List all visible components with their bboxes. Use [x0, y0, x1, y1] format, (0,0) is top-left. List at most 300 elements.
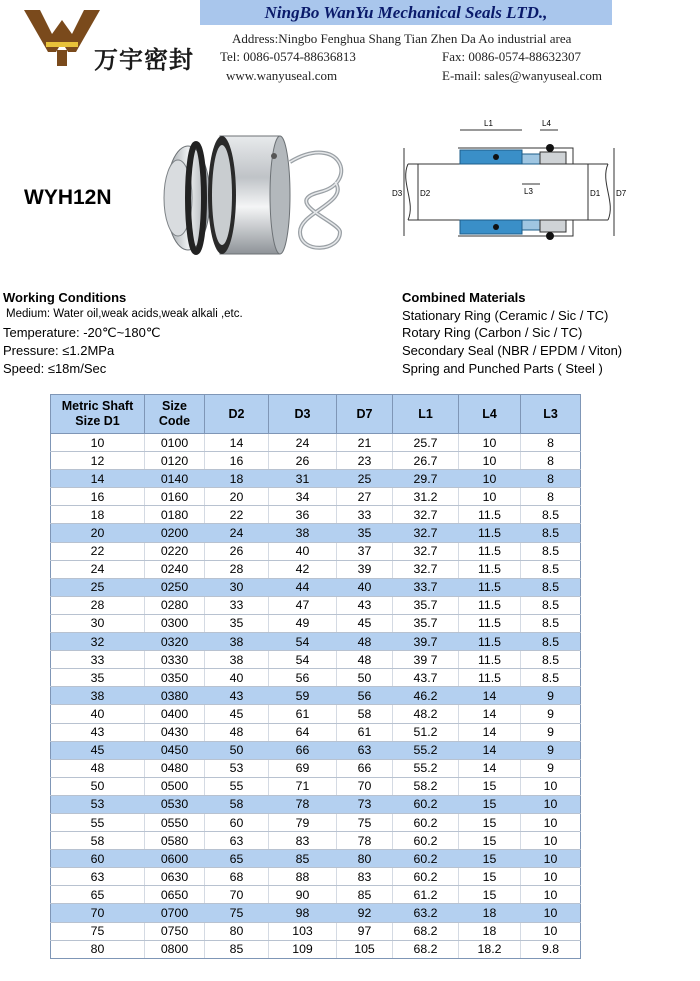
- table-cell: 14: [459, 741, 521, 759]
- table-row: [51, 850, 581, 868]
- table-cell: 22: [51, 542, 145, 560]
- drawing-label-d7: D7: [616, 189, 627, 198]
- table-row: [51, 488, 581, 506]
- table-cell: 10: [459, 488, 521, 506]
- table-cell: 8.5: [521, 542, 581, 560]
- table-cell: 68.2: [393, 922, 459, 940]
- table-cell: 10: [521, 850, 581, 868]
- table-cell: 56: [269, 669, 337, 687]
- table-cell: 10: [521, 813, 581, 831]
- table-cell: 58: [205, 795, 269, 813]
- table-cell: 10: [521, 777, 581, 795]
- table-cell: 73: [337, 795, 393, 813]
- table-cell: 8: [521, 434, 581, 452]
- table-cell: 48: [337, 651, 393, 669]
- table-cell: 20: [205, 488, 269, 506]
- company-name: NingBo WanYu Mechanical Seals LTD.,: [264, 2, 548, 22]
- table-cell: 50: [205, 741, 269, 759]
- table-cell: 80: [337, 850, 393, 868]
- table-cell: 18: [205, 470, 269, 488]
- table-cell: 24: [205, 524, 269, 542]
- table-row: [51, 524, 581, 542]
- table-cell: 11.5: [459, 578, 521, 596]
- table-cell: 32.7: [393, 542, 459, 560]
- table-row: [51, 614, 581, 632]
- table-cell: 18: [51, 506, 145, 524]
- table-cell: 92: [337, 904, 393, 922]
- table-cell: 60.2: [393, 868, 459, 886]
- table-cell: 43: [51, 723, 145, 741]
- table-cell: 35: [205, 614, 269, 632]
- table-cell: 47: [269, 596, 337, 614]
- table-cell: 35.7: [393, 614, 459, 632]
- company-address: Address:Ningbo Fenghua Shang Tian Zhen Da Ao industrial area: [232, 31, 572, 46]
- table-cell: 30: [51, 614, 145, 632]
- table-cell: 14: [459, 705, 521, 723]
- header-d3: D3: [269, 395, 337, 434]
- table-cell: 0240: [145, 560, 205, 578]
- table-cell: 0320: [145, 633, 205, 651]
- table-cell: 14: [51, 470, 145, 488]
- table-cell: 8.5: [521, 524, 581, 542]
- table-cell: 78: [337, 832, 393, 850]
- product-model: WYH12N: [24, 186, 112, 209]
- table-cell: 0430: [145, 723, 205, 741]
- table-cell: 8.5: [521, 633, 581, 651]
- table-cell: 10: [521, 795, 581, 813]
- table-cell: 85: [205, 940, 269, 958]
- table-cell: 21: [337, 434, 393, 452]
- table-cell: 53: [205, 759, 269, 777]
- table-cell: 23: [337, 452, 393, 470]
- table-cell: 58: [337, 705, 393, 723]
- header-size-code: Size Code: [145, 395, 205, 434]
- table-cell: 85: [337, 886, 393, 904]
- table-cell: 36: [269, 506, 337, 524]
- table-cell: 10: [51, 434, 145, 452]
- table-cell: 11.5: [459, 506, 521, 524]
- table-cell: 15: [459, 886, 521, 904]
- table-cell: 11.5: [459, 524, 521, 542]
- table-cell: 43: [205, 687, 269, 705]
- table-cell: 26.7: [393, 452, 459, 470]
- table-cell: 20: [51, 524, 145, 542]
- table-cell: 10: [521, 886, 581, 904]
- table-cell: 12: [51, 452, 145, 470]
- table-cell: 0480: [145, 759, 205, 777]
- table-row: [51, 578, 581, 596]
- table-cell: 0220: [145, 542, 205, 560]
- table-cell: 0530: [145, 795, 205, 813]
- table-cell: 8.5: [521, 560, 581, 578]
- drawing-label-l1: L1: [484, 119, 493, 128]
- table-cell: 9: [521, 723, 581, 741]
- table-cell: 11.5: [459, 633, 521, 651]
- company-logo: [24, 8, 204, 74]
- drawing-label-l4: L4: [542, 119, 551, 128]
- table-cell: 0600: [145, 850, 205, 868]
- table-cell: 28: [205, 560, 269, 578]
- table-cell: 10: [459, 470, 521, 488]
- table-row: [51, 795, 581, 813]
- table-row: [51, 940, 581, 958]
- table-cell: 63: [337, 741, 393, 759]
- table-row: [51, 651, 581, 669]
- table-cell: 50: [337, 669, 393, 687]
- material-rotary-ring: Rotary Ring (Carbon / Sic / TC): [402, 325, 583, 340]
- table-cell: 14: [205, 434, 269, 452]
- table-cell: 11.5: [459, 542, 521, 560]
- table-cell: 8: [521, 470, 581, 488]
- table-cell: 39 7: [393, 651, 459, 669]
- table-cell: 0400: [145, 705, 205, 723]
- table-cell: 8.5: [521, 614, 581, 632]
- table-cell: 24: [269, 434, 337, 452]
- table-cell: 66: [337, 759, 393, 777]
- table-cell: 0200: [145, 524, 205, 542]
- table-cell: 64: [269, 723, 337, 741]
- table-cell: 71: [269, 777, 337, 795]
- table-cell: 70: [51, 904, 145, 922]
- table-cell: 63: [51, 868, 145, 886]
- table-cell: 39.7: [393, 633, 459, 651]
- table-cell: 10: [459, 452, 521, 470]
- table-cell: 15: [459, 832, 521, 850]
- table-cell: 38: [205, 633, 269, 651]
- table-cell: 16: [51, 488, 145, 506]
- table-cell: 25: [337, 470, 393, 488]
- logo-w-icon: [24, 8, 100, 66]
- table-cell: 54: [269, 651, 337, 669]
- material-secondary-seal: Secondary Seal (NBR / EPDM / Viton): [402, 343, 623, 358]
- table-cell: 16: [205, 452, 269, 470]
- table-cell: 40: [337, 578, 393, 596]
- table-cell: 56: [337, 687, 393, 705]
- table-cell: 15: [459, 850, 521, 868]
- table-cell: 25.7: [393, 434, 459, 452]
- table-cell: 9.8: [521, 940, 581, 958]
- table-cell: 18: [459, 904, 521, 922]
- table-cell: 0180: [145, 506, 205, 524]
- table-cell: 34: [269, 488, 337, 506]
- table-cell: 8.5: [521, 506, 581, 524]
- table-row: [51, 596, 581, 614]
- table-cell: 18: [459, 922, 521, 940]
- table-cell: 33.7: [393, 578, 459, 596]
- table-cell: 32: [51, 633, 145, 651]
- table-cell: 70: [337, 777, 393, 795]
- table-cell: 75: [205, 904, 269, 922]
- table-cell: 54: [269, 633, 337, 651]
- table-cell: 8.5: [521, 596, 581, 614]
- table-cell: 28: [51, 596, 145, 614]
- table-cell: 60.2: [393, 813, 459, 831]
- table-cell: 0350: [145, 669, 205, 687]
- table-row: [51, 886, 581, 904]
- table-cell: 26: [269, 452, 337, 470]
- table-cell: 15: [459, 777, 521, 795]
- table-cell: 63.2: [393, 904, 459, 922]
- table-row: [51, 506, 581, 524]
- drawing-label-d2: D2: [420, 189, 431, 198]
- table-cell: 0700: [145, 904, 205, 922]
- product-photo: [150, 122, 360, 267]
- table-cell: 70: [205, 886, 269, 904]
- table-cell: 68.2: [393, 940, 459, 958]
- table-cell: 29.7: [393, 470, 459, 488]
- table-cell: 0160: [145, 488, 205, 506]
- table-cell: 8: [521, 452, 581, 470]
- table-cell: 60.2: [393, 850, 459, 868]
- logo-chinese-text: 万宇密封: [94, 46, 194, 74]
- table-cell: 24: [51, 560, 145, 578]
- table-cell: 48: [205, 723, 269, 741]
- table-cell: 8.5: [521, 651, 581, 669]
- table-cell: 10: [521, 922, 581, 940]
- table-cell: 55: [205, 777, 269, 795]
- table-row: [51, 669, 581, 687]
- table-cell: 38: [269, 524, 337, 542]
- table-cell: 58: [51, 832, 145, 850]
- table-cell: 61: [337, 723, 393, 741]
- table-cell: 65: [51, 886, 145, 904]
- table-cell: 0100: [145, 434, 205, 452]
- table-cell: 0750: [145, 922, 205, 940]
- table-cell: 32.7: [393, 506, 459, 524]
- table-cell: 88: [269, 868, 337, 886]
- table-cell: 83: [337, 868, 393, 886]
- table-cell: 45: [337, 614, 393, 632]
- header-shaft-size: Metric Shaft Size D1: [51, 395, 145, 434]
- table-cell: 0650: [145, 886, 205, 904]
- table-cell: 105: [337, 940, 393, 958]
- table-cell: 65: [205, 850, 269, 868]
- table-cell: 0630: [145, 868, 205, 886]
- table-cell: 32.7: [393, 524, 459, 542]
- material-spring-parts: Spring and Punched Parts ( Steel ): [402, 361, 603, 376]
- company-name-banner: [200, 0, 612, 25]
- table-cell: 75: [51, 922, 145, 940]
- material-stationary-ring: Stationary Ring (Ceramic / Sic / TC): [402, 308, 609, 323]
- table-row: [51, 904, 581, 922]
- table-cell: 97: [337, 922, 393, 940]
- table-row: [51, 723, 581, 741]
- table-cell: 58.2: [393, 777, 459, 795]
- dimensions-table: [50, 394, 581, 959]
- table-cell: 8: [521, 488, 581, 506]
- drawing-label-d1: D1: [590, 189, 601, 198]
- table-cell: 109: [269, 940, 337, 958]
- header-l4: L4: [459, 395, 521, 434]
- table-cell: 40: [205, 669, 269, 687]
- table-cell: 66: [269, 741, 337, 759]
- table-cell: 68: [205, 868, 269, 886]
- table-cell: 9: [521, 705, 581, 723]
- table-cell: 15: [459, 813, 521, 831]
- table-cell: 42: [269, 560, 337, 578]
- table-cell: 45: [205, 705, 269, 723]
- table-cell: 43: [337, 596, 393, 614]
- header-l1: L1: [393, 395, 459, 434]
- table-cell: 40: [269, 542, 337, 560]
- technical-drawing: [388, 112, 628, 272]
- table-cell: 46.2: [393, 687, 459, 705]
- table-cell: 10: [521, 904, 581, 922]
- table-cell: 60: [205, 813, 269, 831]
- header-d7: D7: [337, 395, 393, 434]
- table-cell: 10: [521, 868, 581, 886]
- table-cell: 11.5: [459, 669, 521, 687]
- table-cell: 10: [521, 832, 581, 850]
- table-cell: 55: [51, 813, 145, 831]
- table-cell: 11.5: [459, 614, 521, 632]
- table-cell: 0380: [145, 687, 205, 705]
- table-cell: 0140: [145, 470, 205, 488]
- table-cell: 0550: [145, 813, 205, 831]
- table-cell: 48: [51, 759, 145, 777]
- table-header-row: [51, 395, 581, 434]
- table-cell: 9: [521, 759, 581, 777]
- table-row: [51, 434, 581, 452]
- table-cell: 39: [337, 560, 393, 578]
- table-cell: 33: [337, 506, 393, 524]
- table-row: [51, 813, 581, 831]
- company-fax: Fax: 0086-0574-88632307: [442, 49, 582, 64]
- table-cell: 79: [269, 813, 337, 831]
- table-cell: 50: [51, 777, 145, 795]
- company-website[interactable]: www.wanyuseal.com: [226, 68, 338, 83]
- table-cell: 45: [51, 741, 145, 759]
- table-body: [51, 434, 581, 959]
- table-cell: 14: [459, 723, 521, 741]
- drawing-label-d3: D3: [392, 189, 403, 198]
- table-row: [51, 542, 581, 560]
- table-cell: 35.7: [393, 596, 459, 614]
- table-cell: 60.2: [393, 832, 459, 850]
- table-cell: 8.5: [521, 578, 581, 596]
- table-cell: 31: [269, 470, 337, 488]
- table-cell: 8.5: [521, 669, 581, 687]
- table-cell: 53: [51, 795, 145, 813]
- table-cell: 33: [51, 651, 145, 669]
- table-cell: 85: [269, 850, 337, 868]
- working-conditions-speed: Speed: ≤18m/Sec: [3, 361, 107, 376]
- table-cell: 83: [269, 832, 337, 850]
- table-cell: 60.2: [393, 795, 459, 813]
- table-cell: 0280: [145, 596, 205, 614]
- table-cell: 14: [459, 759, 521, 777]
- table-cell: 10: [459, 434, 521, 452]
- table-row: [51, 560, 581, 578]
- table-cell: 14: [459, 687, 521, 705]
- table-row: [51, 741, 581, 759]
- table-cell: 0450: [145, 741, 205, 759]
- table-cell: 60: [51, 850, 145, 868]
- table-cell: 103: [269, 922, 337, 940]
- header-d2: D2: [205, 395, 269, 434]
- table-cell: 0800: [145, 940, 205, 958]
- table-cell: 35: [51, 669, 145, 687]
- table-row: [51, 452, 581, 470]
- table-cell: 0250: [145, 578, 205, 596]
- table-cell: 0330: [145, 651, 205, 669]
- table-cell: 11.5: [459, 560, 521, 578]
- table-cell: 90: [269, 886, 337, 904]
- table-cell: 0120: [145, 452, 205, 470]
- table-cell: 0580: [145, 832, 205, 850]
- table-cell: 98: [269, 904, 337, 922]
- table-cell: 33: [205, 596, 269, 614]
- table-cell: 30: [205, 578, 269, 596]
- table-row: [51, 777, 581, 795]
- table-cell: 80: [205, 922, 269, 940]
- table-cell: 80: [51, 940, 145, 958]
- table-cell: 15: [459, 795, 521, 813]
- table-row: [51, 470, 581, 488]
- table-cell: 31.2: [393, 488, 459, 506]
- table-row: [51, 868, 581, 886]
- table-cell: 40: [51, 705, 145, 723]
- table-cell: 9: [521, 687, 581, 705]
- table-cell: 38: [51, 687, 145, 705]
- company-tel: Tel: 0086-0574-88636813: [220, 49, 356, 64]
- table-cell: 26: [205, 542, 269, 560]
- table-cell: 59: [269, 687, 337, 705]
- table-cell: 69: [269, 759, 337, 777]
- table-cell: 32.7: [393, 560, 459, 578]
- table-cell: 11.5: [459, 651, 521, 669]
- table-cell: 15: [459, 868, 521, 886]
- table-cell: 55.2: [393, 759, 459, 777]
- table-cell: 78: [269, 795, 337, 813]
- working-conditions-title: Working Conditions: [3, 290, 127, 305]
- table-cell: 49: [269, 614, 337, 632]
- table-cell: 11.5: [459, 596, 521, 614]
- table-row: [51, 633, 581, 651]
- table-cell: 44: [269, 578, 337, 596]
- working-conditions-temperature: Temperature: -20℃~180℃: [3, 325, 161, 340]
- table-cell: 9: [521, 741, 581, 759]
- table-cell: 61.2: [393, 886, 459, 904]
- table-cell: 51.2: [393, 723, 459, 741]
- table-cell: 22: [205, 506, 269, 524]
- table-cell: 38: [205, 651, 269, 669]
- combined-materials-title: Combined Materials: [402, 290, 526, 305]
- table-row: [51, 832, 581, 850]
- table-cell: 25: [51, 578, 145, 596]
- table-cell: 0500: [145, 777, 205, 795]
- table-cell: 75: [337, 813, 393, 831]
- table-cell: 55.2: [393, 741, 459, 759]
- table-cell: 27: [337, 488, 393, 506]
- table-row: [51, 705, 581, 723]
- working-conditions-medium: Medium: Water oil,weak acids,weak alkali ,etc.: [6, 308, 243, 320]
- table-row: [51, 922, 581, 940]
- table-cell: 18.2: [459, 940, 521, 958]
- table-cell: 63: [205, 832, 269, 850]
- company-email[interactable]: E-mail: sales@wanyuseal.com: [442, 68, 602, 83]
- working-conditions-pressure: Pressure: ≤1.2MPa: [3, 343, 115, 358]
- table-row: [51, 759, 581, 777]
- table-cell: 48.2: [393, 705, 459, 723]
- table-cell: 0300: [145, 614, 205, 632]
- table-cell: 35: [337, 524, 393, 542]
- table-cell: 48: [337, 633, 393, 651]
- table-cell: 43.7: [393, 669, 459, 687]
- table-cell: 37: [337, 542, 393, 560]
- table-cell: 61: [269, 705, 337, 723]
- header-l3: L3: [521, 395, 581, 434]
